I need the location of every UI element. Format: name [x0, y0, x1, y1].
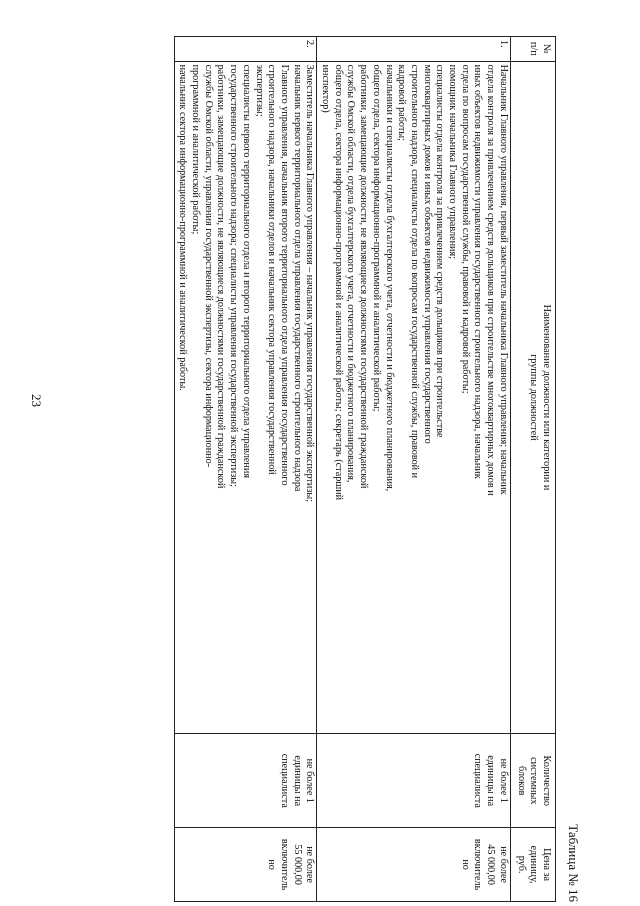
position-line: отдела контроля за привлечением средств дольщиков при строительстве многоквартирных домов и [485, 64, 497, 496]
position-line: работники, замещающие должности, не являющиеся должностями государственной гражданской [215, 64, 227, 489]
header-qty-line: системных [528, 757, 540, 805]
position-line: экспертизы; [253, 64, 265, 117]
row-price [317, 828, 511, 902]
header-qty [510, 734, 555, 828]
row-price [174, 828, 317, 902]
table-row [174, 37, 317, 902]
price-line: не более [304, 846, 316, 883]
position-line: специалисты отдела контроля за привлечением средств дольщиков при строительстве [434, 64, 446, 438]
position-line: строительного надзора, специалисты отдела по вопросам государственной службы, правовой и [408, 64, 420, 479]
quantity-line: не более 1 [497, 758, 509, 803]
price-line: включитель [472, 838, 484, 891]
header-price [510, 828, 555, 902]
position-line: Главного управления, начальник второго территориального отдела управления государственного [278, 64, 290, 486]
position-line: службы Омской области, управления государственной экспертизы, сектора информационно- [202, 64, 214, 468]
position-line: работники, замещающие должности, не являющиеся должностями государственной гражданской [358, 64, 370, 489]
position-line: начальник первого территориального отдела управления государственного строительного надзора [291, 64, 303, 492]
position-line: многоквартирных домов и иных объектов недвижимости управления государственного [421, 64, 433, 444]
table-caption: Таблица № 16 [566, 824, 581, 902]
row-number: 1. [317, 37, 511, 62]
price-line: 45 000,00 [485, 844, 497, 885]
quantity-line: не более 1 [304, 758, 316, 803]
position-line: государственного строительного надзора; специалисты управления государственной экспертизы; [228, 64, 240, 487]
header-num-line: п/п [528, 41, 540, 56]
position-line: общего отдела, сектора информационно-программной и аналитической работы; [370, 64, 382, 412]
position-line: Начальник Главного управления, первый заместитель начальника Главного управления; начальник [497, 64, 509, 495]
position-line: программной и аналитической работы; [190, 64, 202, 235]
position-line: общего отдела, сектора информационно-программной и аналитической работы; секретарь (старший [332, 64, 344, 501]
row-number: 2. [174, 37, 317, 62]
header-name-line: группы должностей [528, 354, 540, 441]
header-price-line: Цена за [541, 848, 552, 882]
position-line: инспектор) [320, 64, 332, 113]
row-position-names [317, 61, 511, 734]
position-line: начальники и специалисты отдела бухгалтерского учета, отчетности и бюджетного планирования, [383, 64, 395, 492]
header-num-line: № [541, 43, 552, 54]
quantity-line: единицы на [485, 755, 497, 807]
position-line: начальник сектора информационно-программной и аналитической работы. [177, 64, 189, 391]
position-line: кадровой работы; [396, 64, 408, 141]
position-line: иных объектов недвижимости управления государственного строительного надзора, начальник [472, 64, 484, 479]
table-header-row [510, 37, 555, 902]
row-position-names [174, 61, 317, 734]
table-row [317, 37, 511, 902]
header-qty-line: Количество [541, 755, 552, 807]
position-line: Заместитель начальника Главного управления – начальник управления государственной экспертизы; [304, 64, 316, 503]
price-line: но [266, 859, 278, 870]
position-line: службы Омской области, отдела бухгалтерского учета, отчетности и бюджетного планирования, [345, 64, 357, 483]
header-num [510, 37, 555, 62]
price-line: 55 000,00 [291, 844, 303, 885]
price-line: не более [497, 846, 509, 883]
header-price-line: руб. [515, 855, 527, 874]
header-qty-line: блоков [515, 766, 527, 796]
position-line: помощник начальника Главного управления; [447, 64, 459, 260]
position-line: специалисты первого территориального отдела и второго территориального отдела управления [240, 64, 252, 479]
position-line: строительного надзора, начальники отделов и начальник сектора управления государственной [266, 64, 278, 475]
price-line: включитель [278, 838, 290, 891]
quantity-line: единицы на [291, 755, 303, 807]
position-line: отдела по вопросам государственной службы, правовой и кадровой работы; [459, 64, 471, 394]
header-price-line: единицу, [528, 845, 540, 884]
rotated-page-content [132, 36, 582, 906]
row-quantity [174, 734, 317, 828]
header-name-line: Наименование должности или категории и [541, 304, 552, 491]
price-line: но [459, 859, 471, 870]
row-quantity [317, 734, 511, 828]
header-name [510, 61, 555, 734]
quantity-line: специалиста [278, 753, 290, 808]
quantity-line: специалиста [472, 753, 484, 808]
main-table [174, 36, 556, 902]
page-number: 23 [29, 394, 44, 407]
